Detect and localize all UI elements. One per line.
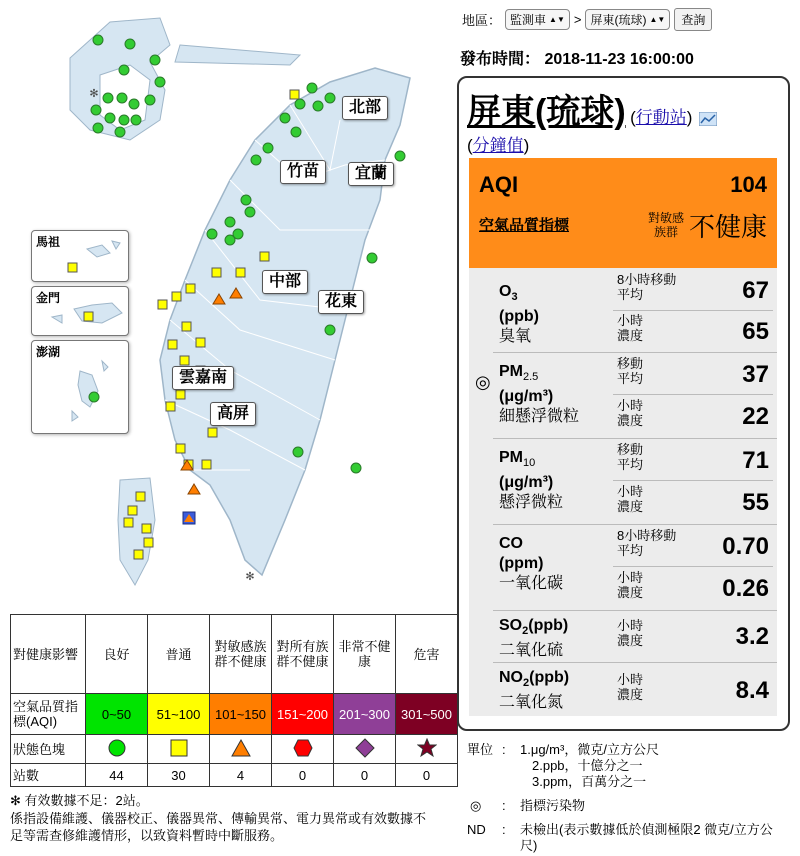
station-marker-moderate (202, 460, 211, 469)
measure-row (613, 568, 773, 608)
station-marker-good (307, 83, 317, 93)
aqi-status-box (469, 158, 777, 268)
pollutant-subscript: 3 (511, 291, 518, 304)
legend-symbol-good (86, 735, 148, 764)
station-marker-good (119, 65, 129, 75)
measure-value: 0.26 (722, 575, 769, 602)
region-label-central[interactable]: 中部 (262, 270, 308, 294)
pollutant-chinese-name: 二氧化硫 (499, 642, 564, 660)
target-legend-text: 指標污染物 (520, 798, 586, 813)
legend-level-label: 對所有族群不健康 (272, 615, 334, 694)
measure-label: 小時濃度 (617, 618, 644, 648)
station-detail-panel (457, 76, 790, 731)
station-marker-good (129, 99, 139, 109)
select-arrows-icon: ▲▼ (649, 15, 666, 24)
legend-count: 0 (396, 764, 458, 787)
pollutant-pm25 (469, 354, 777, 438)
pollutant-name (499, 534, 563, 594)
region-label-yunlin-chiayi-tainan[interactable]: 雲嘉南 (172, 366, 234, 390)
minute-link-wrapper: (分鐘值) (467, 136, 530, 155)
legend-count: 0 (334, 764, 396, 787)
station-marker-moderate (134, 550, 143, 559)
station-marker-good (131, 115, 141, 125)
query-button[interactable]: 查詢 (674, 8, 712, 31)
measure-value: 55 (742, 489, 769, 516)
measure-label: 移動平均 (617, 356, 644, 386)
station-marker-good (119, 115, 129, 125)
station-marker-moderate (168, 340, 177, 349)
group-separator (493, 524, 777, 525)
pollutant-chinese-name: 二氧化氮 (499, 694, 564, 712)
measure-label: 8小時移動平均 (617, 528, 677, 558)
station-marker-good (225, 235, 235, 245)
station-marker-moderate (142, 524, 151, 533)
station-marker-good (89, 392, 99, 402)
station-filter-bar (462, 8, 712, 31)
legend-symbol-usg (210, 735, 272, 764)
pollutant-chinese-name: 一氧化碳 (499, 575, 564, 592)
group-separator (493, 610, 777, 611)
pollutant-co (469, 526, 777, 610)
station-marker-good (280, 113, 290, 123)
region-label-yilan[interactable]: 宜蘭 (348, 162, 394, 186)
target-legend-colon: : (502, 798, 506, 813)
measure-label: 小時濃度 (617, 672, 644, 702)
legend-range-moderate: 51~100 (148, 694, 210, 735)
invalid-station-icon: ✻ (10, 793, 21, 808)
penghu-map (32, 341, 128, 433)
station-marker-moderate (128, 506, 137, 515)
legend-count: 0 (272, 764, 334, 787)
pollutant-unit: (μg/m³) (499, 388, 554, 406)
target-pollutant-icon: ◎ (475, 372, 491, 392)
nd-colon: : (502, 822, 506, 837)
station-marker-good (115, 127, 125, 137)
legend-header-row (11, 615, 458, 694)
publish-time (460, 46, 694, 69)
inset-title-penghu: 澎湖 (36, 345, 61, 359)
units-label: 單位 (467, 742, 494, 757)
region-label-kaohsiung-pingtung[interactable]: 高屏 (210, 402, 256, 426)
legend-row-header: 對健康影響 (11, 615, 86, 694)
legend-level-label: 危害 (396, 615, 458, 694)
maintenance-note: 係指設備維護、儀器校正、儀器異常、傳輸異常、電力異常或有效數據不足等需查修維護情形，以致資料暫時中斷服務。 (10, 811, 427, 843)
measure-row (613, 354, 773, 395)
measure-label: 小時濃度 (617, 570, 644, 600)
pollutant-subscript: 2 (522, 625, 529, 638)
station-marker-moderate (158, 300, 167, 309)
taiwan-island (160, 68, 410, 575)
pollutant-so2 (469, 612, 777, 662)
pollutant-symbol: NO (499, 669, 523, 686)
pollutant-symbol: PM (499, 449, 523, 466)
measure-value: 65 (742, 318, 769, 345)
brown-star-icon (417, 738, 437, 758)
pollutant-unit: (ppm) (499, 555, 544, 572)
invalid-station-marker: ✻ (89, 88, 99, 100)
station-marker-good (91, 105, 101, 115)
station-marker-moderate (236, 268, 245, 277)
matsu-map (32, 231, 128, 281)
legend-range-very-unhealthy: 201~300 (334, 694, 396, 735)
legend-symbol-unhealthy (272, 735, 334, 764)
measure-row (613, 311, 773, 351)
station-marker-good (150, 55, 160, 65)
station-marker-moderate (176, 390, 185, 399)
group-separator (493, 438, 777, 439)
pollutant-unit: (ppb) (528, 617, 569, 634)
station-marker-moderate (180, 356, 189, 365)
nd-label: ND (467, 822, 486, 837)
measure-value: 22 (742, 403, 769, 430)
chart-icon[interactable] (699, 112, 717, 126)
legend-level-label: 良好 (86, 615, 148, 694)
station-marker-good (117, 93, 127, 103)
pollutant-name (499, 448, 563, 513)
measure-value: 3.2 (735, 623, 769, 650)
inset-penghu[interactable] (31, 340, 129, 434)
station-marker-good (325, 325, 335, 335)
station-marker-moderate (208, 428, 217, 437)
station-marker-good (145, 95, 155, 105)
legend-symbol-very-unhealthy (334, 735, 396, 764)
measure-value: 37 (742, 361, 769, 388)
station-marker-good (293, 447, 303, 457)
station-header (467, 84, 785, 156)
station-marker-moderate (196, 338, 205, 347)
units-line-3: 3.ppm，百萬分之一 (532, 774, 647, 789)
aqi-label: AQI (479, 172, 519, 197)
area-select-value: 監測車 (510, 13, 547, 27)
coast-strip (175, 45, 300, 65)
group-separator (493, 352, 777, 353)
station-marker-good (295, 99, 305, 109)
legend-symbol-row (11, 735, 458, 764)
units-colon: : (502, 742, 506, 757)
legend-range-unhealthy: 151~200 (272, 694, 334, 735)
measure-row (613, 616, 773, 656)
mobile-station-link[interactable]: 行動站 (635, 108, 687, 127)
station-marker-moderate (166, 402, 175, 411)
legend-range-good: 0~50 (86, 694, 148, 735)
legend-count-row-label: 站數 (11, 764, 86, 787)
station-marker-good (93, 35, 103, 45)
units-line-2: 2.ppb，十億分之一 (532, 758, 643, 773)
measure-row (613, 440, 773, 481)
green-circle-icon (107, 738, 127, 758)
station-marker-moderate (68, 263, 77, 272)
station-marker-good (225, 217, 235, 227)
station-marker-moderate (84, 312, 93, 321)
pollutant-name (499, 362, 579, 427)
yellow-square-icon (169, 738, 189, 758)
region-label-hualien-taitung[interactable]: 花東 (318, 290, 364, 314)
pollutant-name (499, 616, 568, 661)
station-marker-moderate (172, 292, 181, 301)
station-marker-moderate (144, 538, 153, 547)
pollutant-chinese-name: 臭氧 (499, 328, 532, 346)
pollutant-symbol: SO (499, 617, 523, 634)
station-marker-good (207, 229, 217, 239)
legend-count: 30 (148, 764, 210, 787)
pollutant-symbol: O (499, 283, 512, 300)
pollutant-subscript: 2 (523, 677, 530, 690)
invalid-data-note (10, 792, 430, 809)
station-marker-good (155, 77, 165, 87)
nd-description: 未檢出(表示數據低於偵測極限2 微克/立方公尺) (520, 822, 773, 853)
station-marker-good (351, 463, 361, 473)
station-marker-usg (188, 484, 200, 494)
station-marker-good (125, 39, 135, 49)
station-marker-moderate (260, 252, 269, 261)
station-marker-good (93, 123, 103, 133)
station-marker-moderate (124, 518, 133, 527)
inset-title-matsu: 馬祖 (36, 235, 61, 249)
purple-diamond-icon (355, 738, 375, 758)
measure-label: 8小時移動平均 (617, 272, 677, 302)
pollutant-symbol: CO (499, 535, 523, 552)
group-separator (493, 662, 777, 663)
pollutant-subscript: 10 (523, 457, 536, 470)
station-marker-good (367, 253, 377, 263)
station-marker-moderate (182, 322, 191, 331)
pollutant-unit: (ppb) (499, 308, 539, 326)
region-label-north[interactable]: 北部 (342, 96, 388, 120)
pollutant-name (499, 282, 539, 347)
pollutant-o3 (469, 268, 777, 352)
inset-matsu[interactable] (31, 230, 129, 282)
pollutant-unit: (ppb) (529, 669, 570, 686)
select-arrows-icon: ▲▼ (549, 15, 565, 24)
mobile-link-wrapper: (行動站) (630, 108, 693, 127)
air-quality-map (0, 0, 440, 600)
station-marker-good (263, 143, 273, 153)
station-marker-moderate (212, 268, 221, 277)
pollutant-name (499, 668, 569, 713)
invalid-data-text: 有效數據不足：2站。 (24, 793, 149, 808)
legend-range-row (11, 694, 458, 735)
measure-value: 71 (742, 447, 769, 474)
kinmen-map (32, 287, 128, 335)
publish-time-value: 2018-11-23 16:00:00 (544, 51, 694, 68)
legend-count: 4 (210, 764, 272, 787)
measure-value: 67 (742, 277, 769, 304)
station-marker-good (313, 101, 323, 111)
station-marker-moderate (186, 284, 195, 293)
station-marker-moderate (136, 492, 145, 501)
measure-label: 小時濃度 (617, 313, 644, 343)
filter-separator: > (573, 12, 582, 27)
inset-kinmen[interactable] (31, 286, 129, 336)
pollutant-subscript: 2.5 (523, 371, 539, 384)
legend-range-hazardous: 301~500 (396, 694, 458, 735)
invalid-station-marker: ✻ (245, 571, 255, 583)
aqi-value: 104 (730, 172, 767, 197)
area-select[interactable] (505, 9, 570, 30)
measure-label: 小時濃度 (617, 398, 644, 428)
station-marker-good (251, 155, 261, 165)
legend-range-usg: 101~150 (210, 694, 272, 735)
pollutant-chinese-name: 懸浮微粒 (499, 494, 564, 512)
station-name: 屏東(琉球) (467, 93, 626, 131)
legend-level-label: 普通 (148, 615, 210, 694)
measure-row (613, 482, 773, 522)
station-marker-good (395, 151, 405, 161)
publish-time-label: 發布時間： (460, 51, 541, 68)
legend-symbol-moderate (148, 735, 210, 764)
pollutant-symbol: PM (499, 363, 523, 380)
station-select-value: 屏東(琉球) (590, 13, 647, 27)
measure-label: 移動平均 (617, 442, 644, 472)
station-marker-moderate (176, 444, 185, 453)
aqi-status-group: 對敏感族群 (647, 211, 684, 239)
station-select[interactable] (585, 9, 670, 30)
legend-symbol-hazardous (396, 735, 458, 764)
measure-value: 8.4 (735, 677, 769, 704)
measure-row (613, 670, 773, 710)
area-label: 地區： (462, 13, 502, 28)
legend-level-label: 非常不健康 (334, 615, 396, 694)
legend-level-label: 對敏感族群不健康 (210, 615, 272, 694)
station-marker-good (245, 207, 255, 217)
measure-row (613, 526, 773, 567)
station-marker-good (105, 113, 115, 123)
station-marker-good (325, 93, 335, 103)
pollutant-chinese-name: 細懸浮微粒 (499, 408, 580, 426)
pollutant-no2 (469, 664, 777, 714)
legend-count: 44 (86, 764, 148, 787)
region-label-hsinchu-miaoli[interactable]: 竹苗 (280, 160, 326, 184)
units-line-1: 1.μg/m³，微克/立方公尺 (520, 742, 659, 757)
inset-title-kinmen: 金門 (36, 291, 61, 305)
pollutant-unit: (μg/m³) (499, 474, 554, 492)
target-legend-icon: ◎ (470, 798, 482, 813)
station-marker-good (241, 195, 251, 205)
orange-triangle-icon (231, 738, 251, 758)
minute-value-link[interactable]: 分鐘值 (472, 136, 524, 155)
measure-row (613, 270, 773, 311)
station-marker-good (291, 127, 301, 137)
pollutant-pm10 (469, 440, 777, 524)
station-marker-moderate (290, 90, 299, 99)
legend-count-row (11, 764, 458, 787)
aqi-status-text: 不健康 (688, 212, 767, 242)
measure-row (613, 396, 773, 436)
legend-symbol-row-label: 狀態色塊 (11, 735, 86, 764)
red-hexagon-icon (293, 738, 313, 758)
legend-aqi-row-label: 空氣品質指標(AQI) (11, 694, 86, 735)
aqi-index-link[interactable]: 空氣品質指標 (479, 217, 570, 234)
pollutant-table (469, 268, 777, 716)
measure-label: 小時濃度 (617, 484, 644, 514)
station-marker-good (103, 93, 113, 103)
aqi-legend-table (10, 614, 458, 787)
measure-value: 0.70 (722, 533, 769, 560)
